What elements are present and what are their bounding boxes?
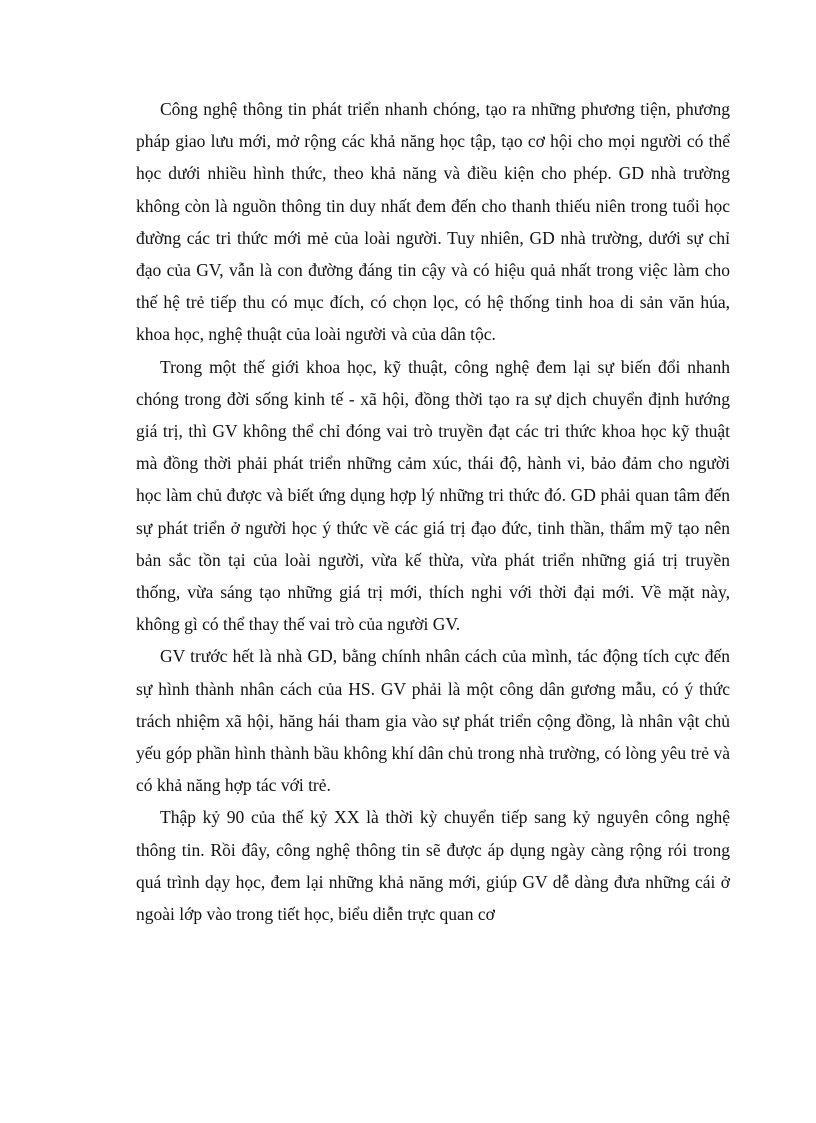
- paragraph-1: Công nghệ thông tin phát triển nhanh chóng, tạo ra những phương tiện, phương pháp giao lưu mới, mở rộng các khả năng học tập, tạo cơ hội cho mọi người có thể học dưới nhiều hình thức, theo khả năng và điều kiện cho phép. GD nhà trường không còn là nguồn thông tin duy nhất đem đến cho thanh thiếu niên trong tuổi học đường các tri thức mới mẻ của loài người. Tuy nhiên, GD nhà trường, dưới sự chỉ đạo của GV, vẫn là con đường đáng tin cậy và có hiệu quả nhất trong việc làm cho thế hệ trẻ tiếp thu có mục đích, có chọn lọc, có hệ thống tinh hoa di sản văn húa, khoa học, nghệ thuật của loài người và của dân tộc.: [136, 99, 730, 345]
- paragraph-3: GV trước hết là nhà GD, bằng chính nhân cách của mình, tác động tích cực đến sự hình thành nhân cách của HS. GV phải là một công dân gương mẫu, có ý thức trách nhiệm xã hội, hăng hái tham gia vào sự phát triển cộng đồng, là nhân vật chủ yếu góp phần hình thành bầu không khí dân chủ trong nhà trường, có lòng yêu trẻ và có khả năng hợp tác với trẻ.: [136, 646, 730, 796]
- paragraph-2: Trong một thế giới khoa học, kỹ thuật, công nghệ đem lại sự biến đổi nhanh chóng trong đời sống kinh tế - xã hội, đồng thời tạo ra sự dịch chuyển định hướng giá trị, thì GV không thể chỉ đóng vai trò truyền đạt các tri thức khoa học kỹ thuật mà đồng thời phải phát triển những cảm xúc, thái độ, hành vi, bảo đảm cho người học làm chủ được và biết ứng dụng hợp lý những tri thức đó. GD phải quan tâm đến sự phát triển ở người học ý thức về các giá trị đạo đức, tinh thần, thẩm mỹ tạo nên bản sắc tồn tại của loài người, vừa kế thừa, vừa phát triển những giá trị truyền thống, vừa sáng tạo những giá trị mới, thích nghi với thời đại mới. Về mặt này, không gì có thể thay thế vai trò của người GV.: [136, 356, 730, 635]
- document-page: [136, 93, 730, 930]
- paragraph-4: Thập kỷ 90 của thế kỷ XX là thời kỳ chuyển tiếp sang kỷ nguyên công nghệ thông tin. Rồi đây, công nghệ thông tin sẽ được áp dụng ngày càng rộng rói trong quá trình dạy học, đem lại những khả năng mới, giúp GV dễ dàng đưa những cái ở ngoài lớp vào trong tiết học, biểu diễn trực quan cơ: [136, 807, 730, 925]
